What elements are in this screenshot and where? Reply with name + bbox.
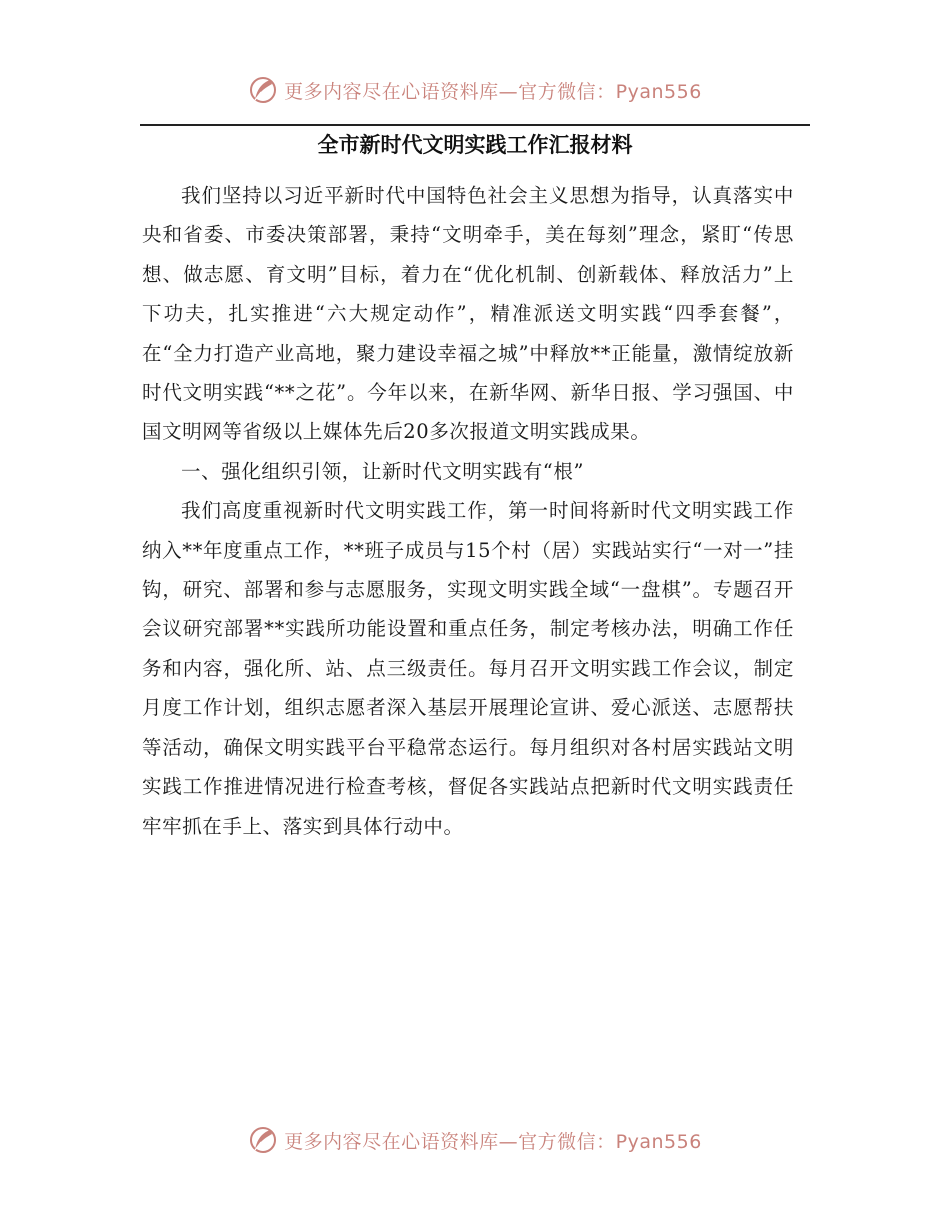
footer-banner <box>0 1120 950 1160</box>
header-divider <box>140 124 810 126</box>
document-body <box>142 176 794 846</box>
footer-banner-text: 更多内容尽在心语资料库—官方微信：Pyan556 <box>284 1130 702 1153</box>
document-title: 全市新时代文明实践工作汇报材料 <box>317 133 633 157</box>
section-paragraph: 我们高度重视新时代文明实践工作，第一时间将新时代文明实践工作纳入**年度重点工作，**班子成员与15个村（居）实践站实行“一对一”挂钩，研究、部署和参与志愿服务，实现文明实践全域“一盘棋”。专题召开会议研究部署**实践所功能设置和重点任务，制定考核办法，明确工作任务和内容，强化所、站、点三级责任。每月召开文明实践工作会议，制定月度工作计划，组织志愿者深入基层开展理论宣讲、爱心派送、志愿帮扶等活动，确保文明实践平台平稳常态运行。每月组织对各村居实践站文明实践工作推进情况进行检查考核，督促各实践站点把新时代文明实践责任牢牢抓在手上、落实到具体行动中。 <box>142 499 794 838</box>
intro-paragraph: 我们坚持以习近平新时代中国特色社会主义思想为指导，认真落实中央和省委、市委决策部署，秉持“文明牵手，美在每刻”理念，紧盯“传思想、做志愿、育文明”目标，着力在“优化机制、创新载体、释放活力”上下功夫，扎实推进“六大规定动作”，精准派送文明实践“四季套餐”，在“全力打造产业高地，聚力建设幸福之城”中释放**正能量，激情绽放新时代文明实践“**之花”。今年以来，在新华网、新华日报、学习强国、中国文明网等省级以上媒体先后20多次报道文明实践成果。 <box>142 184 794 444</box>
header-banner-text: 更多内容尽在心语资料库—官方微信：Pyan556 <box>284 80 702 103</box>
header-banner <box>0 70 950 110</box>
feather-logo-icon <box>248 1125 278 1155</box>
section-heading: 一、强化组织引领，让新时代文明实践有“根” <box>181 459 585 483</box>
feather-logo-icon <box>248 75 278 105</box>
